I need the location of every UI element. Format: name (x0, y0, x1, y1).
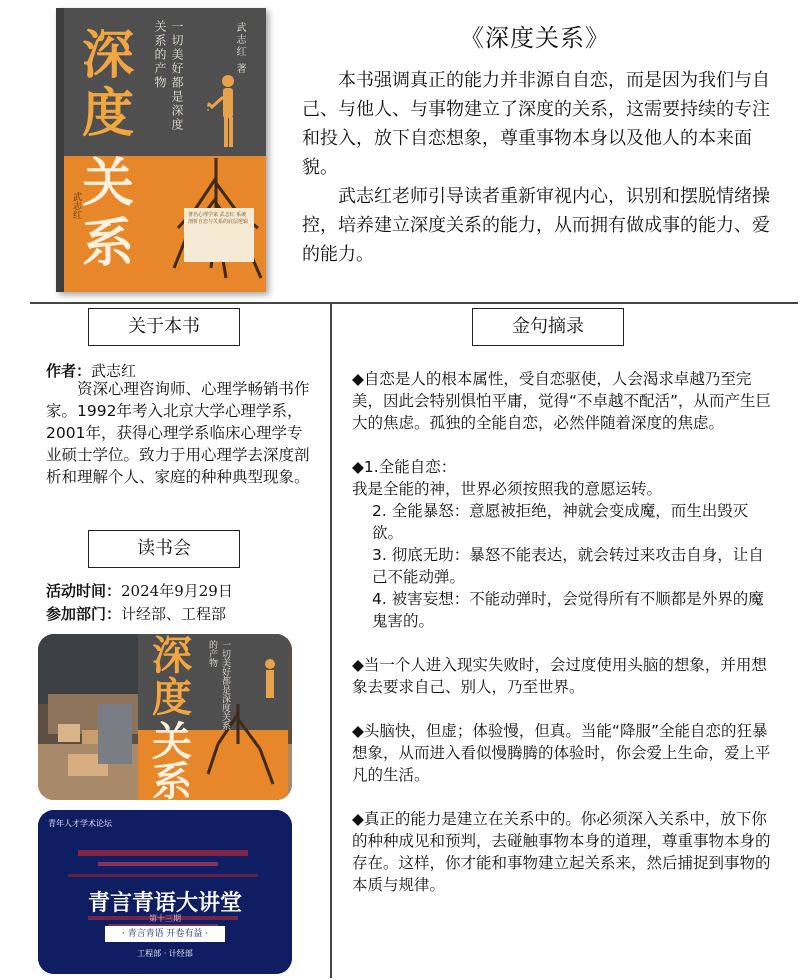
photo-book-char: 度 (152, 674, 192, 721)
horizontal-divider (30, 302, 798, 304)
vertical-divider (330, 302, 332, 978)
banner-tagline: · 青言青语 开卷有益 · (105, 926, 225, 942)
banner-logo-text: 青年人才学术论坛 (48, 819, 112, 828)
event-departments (46, 603, 226, 624)
book-cover-image (56, 8, 266, 292)
reading-club-header: 读书会 (88, 530, 240, 568)
event-time-value: 2024年9月29日 (121, 582, 233, 600)
quote-item: ◆当一个人进入现实失败时，会过度使用头脑的想象，并用想象去要求自己、别人，乃至世界。 (352, 656, 767, 696)
quotes-header: 金句摘录 (472, 308, 624, 346)
quote-item: ◆自恋是人的根本属性，受自恋驱使，人会渴求卓越乃至完美，因此会特别惧怕平庸，觉得“不卓越不配活”，从而产生巨大的焦虑。孤独的全能自恋，必然伴随着深度的焦虑。 (352, 370, 772, 432)
author-bio (46, 378, 316, 488)
book-photo (38, 634, 292, 800)
book-intro (302, 66, 774, 269)
banner-dept: 工程部 · 计经部 (137, 949, 193, 958)
quote-item: ◆真正的能力是建立在关系中的。你必须深入关系中，放下你的种种成见和预判，去碰触事物本身的道理，尊重事物本身的存在。这样，你才能和事物建立起关系来，然后捕捉到事物的本质与规律。 (352, 810, 771, 894)
intro-paragraph: 本书强调真正的能力并非源自自恋，而是因为我们与自己、与他人、与事物建立了深度的关系，这需要持续的专注和投入，放下自恋想象，尊重事物本身以及他人的本来面貌。 (302, 70, 770, 178)
quote-line: 4. 被害妄想：不能动弹时，会觉得所有不顺都是外界的魔鬼害的。 (372, 590, 764, 630)
about-book-header: 关于本书 (88, 308, 240, 346)
photo-book-char: 关 (152, 718, 192, 765)
quote-line: 3. 彻底无助：暴怒不能表达，就会转过来攻击自身，让自己不能动弹。 (372, 546, 764, 586)
quote-line: 2. 全能暴怒：意愿被拒绝，神就会变成魔，而生出毁灭欲。 (372, 502, 749, 542)
cover-title-char: 度 (82, 83, 135, 144)
cover-author: 武志红 著 (234, 22, 245, 76)
author-bio-text: 资深心理咨询师、心理学畅销书作家。1992年考入北京大学心理学系，2001年，获得心理学系临床心理学专业硕士学位。致力于用心理学去深度剖析和理解个人、家庭的种种典型现象。 (46, 380, 310, 486)
watering-figure-icon (206, 73, 246, 153)
event-dept-label: 参加部门： (46, 605, 122, 623)
event-dept-value: 计经部、工程部 (121, 605, 227, 623)
intro-paragraph: 武志红老师引导读者重新审视内心，识别和摆脱情绪操控，培养建立深度关系的能力，从而拥有做成事的能力、爱的能力。 (302, 186, 770, 265)
cover-slogan: 一切美好都是深度关系的产物 (153, 20, 184, 132)
lecture-banner (38, 810, 292, 974)
photo-book-char: 系 (152, 758, 192, 800)
banner-event-sub: 第十三期 (149, 914, 181, 923)
cover-spine (56, 8, 64, 292)
quote-line: 我是全能的神，世界必须按照我的意愿运转。 (352, 480, 663, 498)
quote-heading: ◆1.全能自恋： (352, 458, 457, 476)
photo-book-slogan: 一切美好都是深度关系的产物 (207, 640, 230, 730)
event-time-label: 活动时间： (46, 582, 122, 600)
cover-title-char: 系 (82, 213, 135, 274)
book-title: 《深度关系》 (460, 24, 610, 52)
cover-side-author: 武志红 (71, 192, 81, 219)
cover-title-char: 深 (82, 25, 135, 86)
banner-event-title: 青言青语大讲堂 (87, 891, 242, 916)
cover-title-char: 关 (82, 153, 135, 214)
event-time (46, 580, 233, 601)
author-label: 作者： (46, 362, 92, 380)
quote-item (352, 456, 772, 632)
quotes-list (352, 368, 772, 918)
author-name: 武志红 (91, 362, 137, 380)
cover-bookmark: 著名心理学家 武志红 系统剖析自恋与关系的底层逻辑 (184, 208, 254, 262)
photo-book-char: 深 (152, 634, 192, 679)
quote-item: ◆头脑快，但虚；体验慢，但真。当能“降服”全能自恋的狂暴想象，从而进入看似慢腾腾的体验时，你会爱上生命，爱上平凡的生活。 (352, 722, 771, 784)
